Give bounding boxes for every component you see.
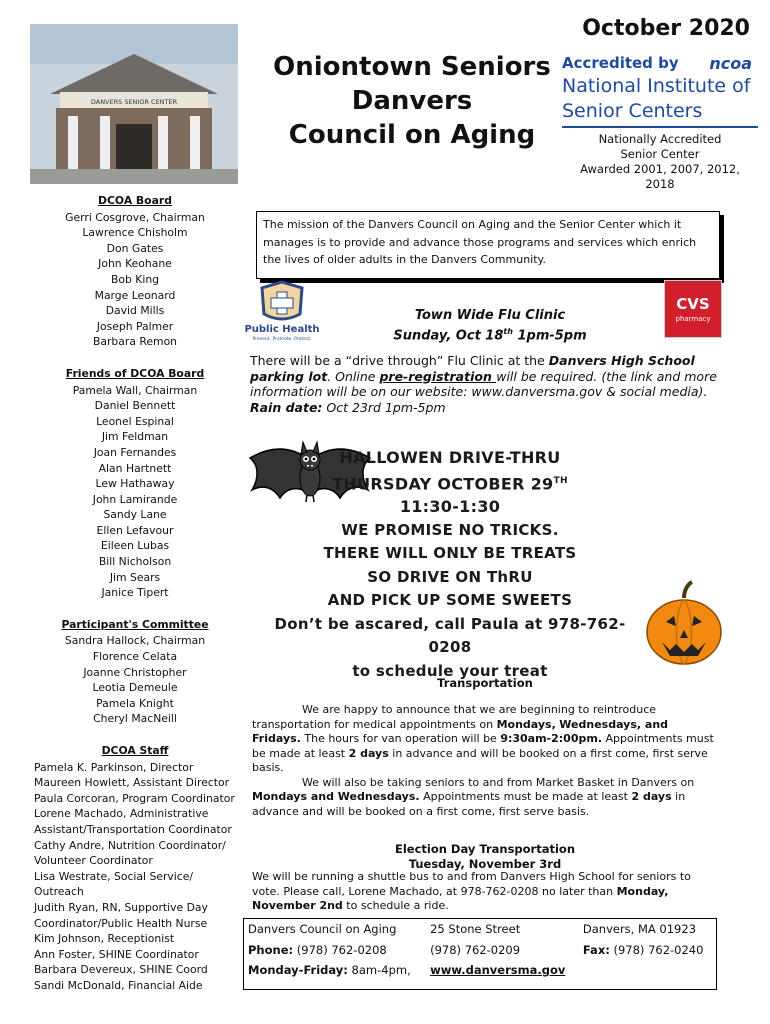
footer-org: Danvers Council on Aging (248, 922, 397, 936)
title-line-3: Council on Aging (288, 120, 536, 150)
board-member: Gerri Cosgrove, Chairman (65, 210, 205, 224)
staff-member: Assistant/Transportation Coordinator (34, 822, 232, 836)
board-member: Don Gates (106, 241, 164, 255)
footer-fax: Fax: (978) 762-0240 (582, 942, 704, 957)
award-line: Awarded 2001, 2007, 2012, (580, 162, 740, 176)
friends-member: Daniel Bennett (94, 399, 176, 413)
board-member: David Mills (105, 304, 165, 318)
halloween-announcement (270, 446, 630, 683)
award-line: Nationally Accredited (598, 132, 722, 146)
footer-phone-2: (978) 762-0209 (430, 942, 521, 957)
staff-member: Ann Foster, SHINE Coordinator (34, 947, 199, 961)
halloween-line: SO DRIVE ON ThRU (367, 567, 533, 586)
public-health-logo (244, 278, 320, 344)
staff-member: Volunteer Coordinator (34, 854, 153, 868)
staff-member: Lisa Westrate, Social Service/ (34, 869, 194, 883)
org-name-line-1: National Institute of (562, 75, 751, 97)
transportation-title: Transportation (437, 676, 533, 690)
staff-member: Pamela K. Parkinson, Director (34, 760, 194, 774)
footer-hours: Monday-Friday: 8am-4pm, (248, 963, 411, 977)
participant-member: Pamela Knight (96, 696, 174, 710)
friends-section (30, 366, 240, 601)
transportation-text: We are happy to announce that we are beginning to reintroduce transportation for medical appointments on Mondays, Wednesdays, and Fridays. The hours for van operation will be 9:30am-2:00pm. Appointments must be made at least 2 days in advance and will be booked on a first come, first serve basis. We will also be taking seniors to and from Market Basket in Danvers on Mondays and Wednesdays. Appointments must be made at least 2 days in advance and will be booked on a first come, first serve basis. (252, 703, 714, 818)
footer-city: Danvers, MA 01923 (582, 922, 697, 936)
friends-member: Ellen Lefavour (96, 523, 174, 537)
election-day-text: We will be running a shuttle bus to and from Danvers High School for seniors to vote. Please call, Lorene Machado, at 978-762-0208 no later than Monday, November 2nd to schedule a ride. (252, 870, 691, 912)
pre-registration-link[interactable]: pre-registration (379, 368, 497, 384)
board-member: Lawrence Chisholm (82, 226, 188, 240)
flu-clinic-heading (360, 308, 620, 344)
friends-member: Lew Hathaway (95, 477, 175, 491)
flu-clinic-title: Town Wide Flu Clinic (414, 308, 566, 323)
board-member: Bob King (110, 272, 160, 286)
participants-section (30, 617, 240, 727)
friends-member: John Lamirande (92, 492, 178, 506)
halloween-line: to schedule your treat (352, 661, 548, 680)
halloween-line: Don’t be ascared, call Paula at 978-762-0208 (274, 614, 626, 657)
staff-member: Cathy Andre, Nutrition Coordinator/ (34, 838, 226, 852)
page-title (262, 50, 562, 152)
cvs-logo (664, 280, 722, 338)
public-health-label: Public Health (244, 324, 320, 335)
halloween-line: 11:30-1:30 (399, 497, 501, 517)
participant-member: Florence Celata (92, 650, 178, 664)
rain-date-value: Oct 23rd 1pm-5pm (322, 399, 446, 415)
ncoa-accreditation (562, 54, 758, 128)
rain-date-label: Rain date: (250, 399, 323, 415)
staff-member: Maureen Howlett, Assistant Director (34, 776, 230, 790)
board-section (30, 193, 240, 350)
friends-member: Bill Nicholson (98, 555, 172, 569)
staff-member: Barbara Devereux, SHINE Coord (34, 963, 208, 977)
mission-statement: The mission of the Danvers Council on Aging and the Senior Center which it manages is to provide and advance those programs and services which enrich the lives of older adults in the Danvers Community. (256, 211, 720, 279)
friends-member: Pamela Wall, Chairman (72, 383, 198, 397)
sidebar (30, 193, 240, 994)
divider (562, 126, 758, 128)
halloween-line: THURSDAY OCTOBER 29TH (332, 473, 568, 493)
footer-phone: Phone: (978) 762-0208 (248, 942, 387, 957)
senior-center-photo (30, 24, 238, 184)
staff-member: Judith Ryan, RN, Supportive Day (34, 900, 208, 914)
newsletter-date: October 2020 (582, 16, 750, 41)
pumpkin-illustration (644, 580, 724, 666)
org-name-line-2: Senior Centers (562, 100, 703, 122)
friends-member: Leonel Espinal (96, 414, 174, 428)
board-title: DCOA Board (98, 194, 172, 207)
title-line-1: Oniontown Seniors (273, 52, 551, 82)
website-link[interactable]: www.danversma.gov (430, 963, 566, 977)
award-text (560, 132, 760, 192)
flu-clinic-details: There will be a “drive through” Flu Clinic at the Danvers High School parking lot. Online pre-registration will be required. (the link and more information will be on our website: www.danversma.gov & social media). Rain date: Oct 23rd 1pm-5pm (250, 353, 717, 415)
title-line-2: Danvers (351, 86, 473, 116)
halloween-line: WE PROMISE NO TRICKS. (341, 520, 559, 539)
board-member: Barbara Remon (92, 335, 178, 349)
friends-member: Jim Feldman (101, 430, 169, 444)
friends-member: Eileen Lubas (100, 539, 170, 553)
ncoa-logo: ncoa (709, 54, 752, 73)
public-health-tagline: Prevent. Promote. Protect. (252, 337, 312, 342)
footer-street: 25 Stone Street (430, 922, 521, 936)
staff-member: Lorene Machado, Administrative (34, 807, 209, 821)
election-day-heading (250, 842, 720, 871)
award-line: 2018 (645, 177, 675, 191)
participant-member: Cheryl MacNeill (93, 712, 177, 726)
board-member: Joseph Palmer (96, 319, 174, 333)
staff-member: Paula Corcoran, Program Coordinator (34, 791, 235, 805)
award-line: Senior Center (620, 147, 700, 161)
staff-member: Kim Johnson, Receptionist (34, 932, 175, 946)
staff-member: Coordinator/Public Health Nurse (34, 916, 208, 930)
participant-member: Sandra Hallock, Chairman (64, 634, 206, 648)
friends-member: Janice Tipert (101, 586, 169, 600)
participants-title: Participant's Committee (61, 617, 209, 631)
friends-member: Alan Hartnett (98, 461, 172, 475)
board-member: John Keohane (98, 257, 172, 271)
cvs-main-label: CVS (676, 295, 710, 313)
flu-clinic-date: Sunday, Oct 18th 1pm-5pm (393, 327, 587, 344)
election-day-date: Tuesday, November 3rd (408, 856, 562, 871)
staff-member: Outreach (34, 885, 84, 899)
halloween-line: AND PICK UP SOME SWEETS (327, 591, 573, 610)
participant-member: Leotia Demeule (92, 681, 178, 695)
cvs-sub-label: pharmacy (675, 315, 711, 323)
board-member: Marge Leonard (94, 288, 176, 302)
friends-member: Sandy Lane (103, 508, 167, 522)
halloween-line: THERE WILL ONLY BE TREATS (323, 544, 577, 563)
friends-member: Joan Fernandes (93, 445, 177, 459)
contact-footer (243, 918, 717, 990)
friends-member: Jim Sears (109, 570, 161, 584)
friends-title: Friends of DCOA Board (65, 366, 205, 380)
building-sign-text: DANVERS SENIOR CENTER (90, 98, 178, 106)
election-day-title: Election Day Transportation (394, 842, 576, 856)
staff-member: Sandi McDonald, Financial Aide (34, 978, 203, 992)
participant-member: Joanne Christopher (83, 665, 187, 679)
staff-section (30, 743, 240, 994)
accredited-by-label: Accredited by (562, 54, 679, 72)
halloween-line: HALLOWEN DRIVE-THRU (339, 448, 561, 467)
staff-title: DCOA Staff (101, 744, 169, 757)
